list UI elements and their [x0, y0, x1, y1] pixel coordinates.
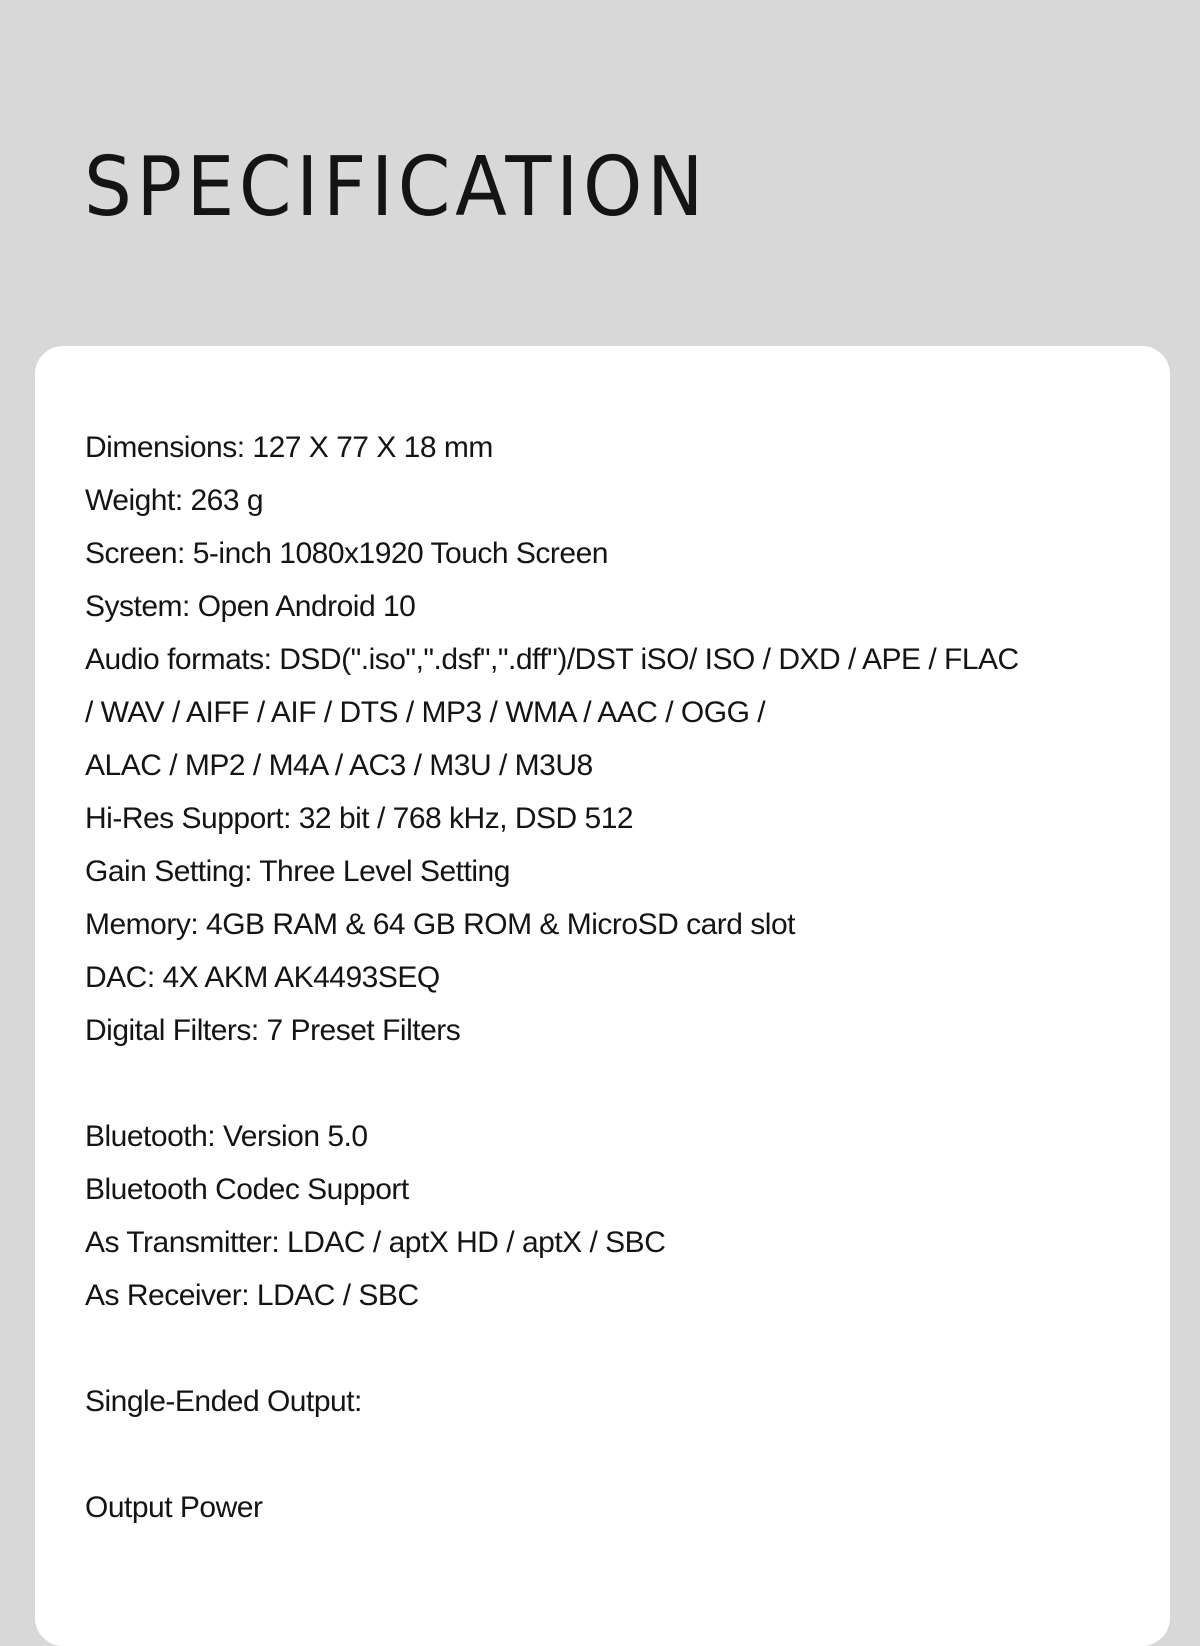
spec-screen: Screen: 5-inch 1080x1920 Touch Screen	[85, 537, 608, 570]
spec-spacer	[85, 1057, 1130, 1110]
spec-as-transmitter: As Transmitter: LDAC / aptX HD / aptX / SBC	[85, 1226, 666, 1259]
spec-as-receiver: As Receiver: LDAC / SBC	[85, 1279, 419, 1312]
page-title: SPECIFICATION	[84, 140, 708, 235]
spec-audio-formats: Audio formats: DSD(".iso",".dsf",".dff")/DST iSO/ ISO / DXD / APE / FLAC	[85, 643, 1019, 676]
spec-digital-filters: Digital Filters: 7 Preset Filters	[85, 1014, 461, 1047]
spec-output-power: Output Power	[85, 1491, 263, 1524]
spec-weight: Weight: 263 g	[85, 484, 264, 517]
spec-memory: Memory: 4GB RAM & 64 GB ROM & MicroSD card slot	[85, 908, 795, 941]
spec-single-ended-output: Single-Ended Output:	[85, 1385, 362, 1418]
spec-audio-formats-cont-1: / WAV / AIFF / AIF / DTS / MP3 / WMA / AAC / OGG /	[85, 696, 766, 729]
spec-bluetooth-codec: Bluetooth Codec Support	[85, 1173, 409, 1206]
spec-hi-res-support: Hi-Res Support: 32 bit / 768 kHz, DSD 512	[85, 802, 634, 835]
spec-dac: DAC: 4X AKM AK4493SEQ	[85, 961, 440, 994]
spec-gain-setting: Gain Setting: Three Level Setting	[85, 855, 510, 888]
spec-spacer	[85, 1428, 1130, 1481]
spec-system: System: Open Android 10	[85, 590, 416, 623]
spec-list	[85, 421, 1130, 1534]
spec-spacer	[85, 1322, 1130, 1375]
spec-card	[35, 346, 1170, 1646]
spec-bluetooth: Bluetooth: Version 5.0	[85, 1120, 368, 1153]
spec-dimensions: Dimensions: 127 X 77 X 18 mm	[85, 431, 493, 464]
spec-audio-formats-cont-2: ALAC / MP2 / M4A / AC3 / M3U / M3U8	[85, 749, 593, 782]
